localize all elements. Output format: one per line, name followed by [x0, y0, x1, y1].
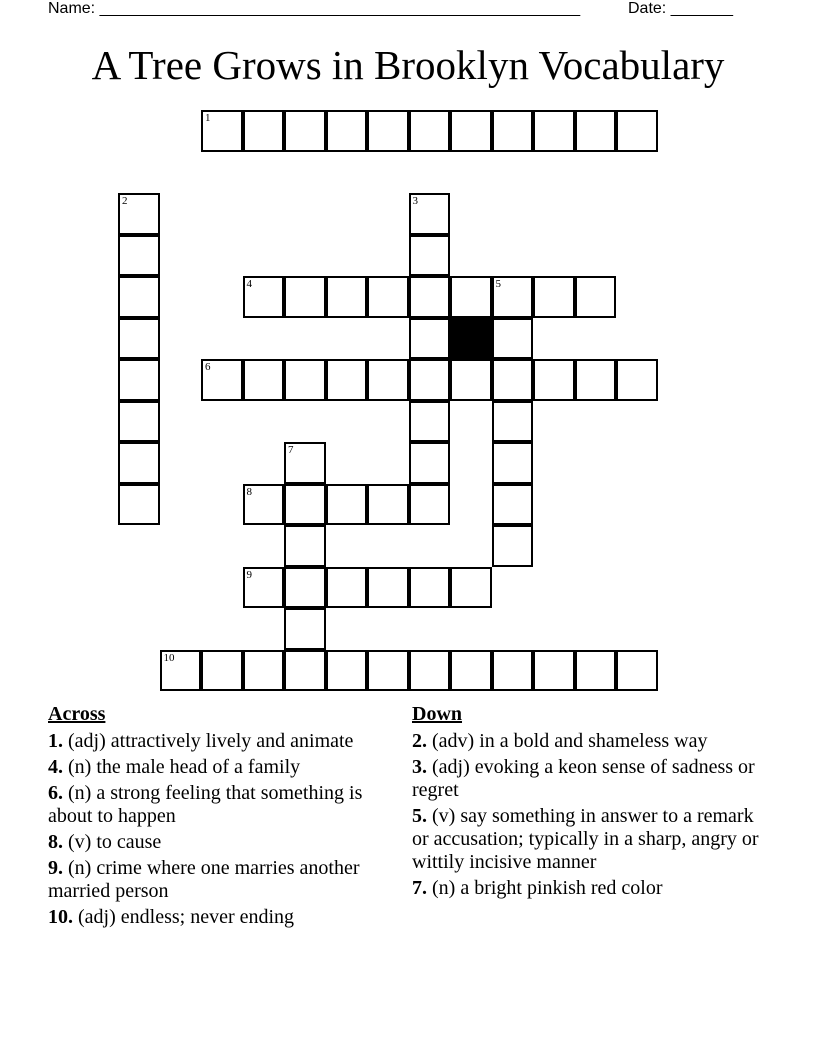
- clue-number: 1.: [48, 730, 63, 752]
- grid-cell[interactable]: [367, 359, 409, 401]
- grid-cell[interactable]: [450, 650, 492, 692]
- grid-cell[interactable]: [450, 567, 492, 609]
- grid-cell[interactable]: [575, 276, 617, 318]
- grid-cell[interactable]: [243, 276, 285, 318]
- clue-text: (n) crime where one marries another married person: [48, 857, 360, 902]
- clue-number-label: 2: [122, 195, 128, 207]
- clue-number: 6.: [48, 782, 63, 804]
- clue-number: 10.: [48, 906, 73, 928]
- grid-cell[interactable]: [616, 110, 658, 152]
- grid-cell[interactable]: [284, 608, 326, 650]
- grid-cell[interactable]: [201, 359, 243, 401]
- grid-cell[interactable]: [326, 484, 368, 526]
- grid-cell[interactable]: [533, 276, 575, 318]
- grid-cell[interactable]: [367, 484, 409, 526]
- grid-cell[interactable]: [533, 650, 575, 692]
- grid-cell[interactable]: [284, 525, 326, 567]
- grid-cell[interactable]: [492, 359, 534, 401]
- grid-cell[interactable]: [575, 110, 617, 152]
- grid-cell[interactable]: [575, 359, 617, 401]
- clue-number-label: 1: [205, 112, 211, 124]
- grid-cell[interactable]: [160, 650, 202, 692]
- grid-cell[interactable]: [201, 650, 243, 692]
- grid-cell[interactable]: [118, 318, 160, 360]
- grid-cell[interactable]: [243, 567, 285, 609]
- clue-number-label: 4: [246, 278, 252, 290]
- grid-cell[interactable]: [492, 401, 534, 443]
- clue-down-2: [412, 730, 772, 753]
- clue-number-label: 9: [246, 568, 252, 581]
- grid-cell[interactable]: [409, 650, 451, 692]
- down-clues: [412, 702, 772, 903]
- clue-number: 5.: [412, 805, 427, 827]
- clue-down-7: [412, 877, 772, 900]
- across-clues: [48, 702, 388, 932]
- black-cell: [450, 318, 492, 360]
- grid-cell[interactable]: [492, 442, 534, 484]
- grid-cell[interactable]: [284, 110, 326, 152]
- grid-cell[interactable]: [492, 318, 534, 360]
- clue-number-label: 8: [246, 485, 252, 498]
- grid-cell[interactable]: [409, 359, 451, 401]
- grid-cell[interactable]: [492, 276, 534, 318]
- down-heading: Down: [412, 703, 463, 725]
- grid-cell[interactable]: [367, 567, 409, 609]
- clue-number: 3.: [412, 756, 427, 778]
- clue-text: (adj) endless; never ending: [78, 906, 295, 928]
- grid-cell[interactable]: [243, 484, 285, 526]
- grid-cell[interactable]: [367, 276, 409, 318]
- across-heading: Across: [48, 703, 106, 725]
- clue-number: 8.: [48, 831, 63, 853]
- date-field-label: Date: _______: [628, 0, 733, 17]
- grid-cell[interactable]: [409, 110, 451, 152]
- clue-text: (n) a strong feeling that something is about to happen: [48, 782, 363, 827]
- grid-cell[interactable]: [284, 359, 326, 401]
- grid-cell[interactable]: [118, 276, 160, 318]
- clue-number-label: 6: [205, 361, 211, 373]
- grid-cell[interactable]: [284, 567, 326, 609]
- grid-cell[interactable]: [118, 484, 160, 526]
- grid-cell[interactable]: [450, 276, 492, 318]
- grid-cell[interactable]: [284, 650, 326, 692]
- grid-cell[interactable]: [326, 359, 368, 401]
- grid-cell[interactable]: [284, 484, 326, 526]
- clue-across-10: [48, 906, 388, 929]
- grid-cell[interactable]: [243, 359, 285, 401]
- clue-number: 7.: [412, 877, 427, 899]
- grid-cell[interactable]: [326, 567, 368, 609]
- grid-cell[interactable]: [450, 359, 492, 401]
- clue-text: (v) to cause: [68, 831, 162, 853]
- clue-text: (adj) evoking a keon sense of sadness or regret: [412, 756, 755, 801]
- grid-cell[interactable]: [284, 442, 326, 484]
- grid-cell[interactable]: [409, 193, 451, 235]
- grid-cell[interactable]: [326, 650, 368, 692]
- clue-down-5: [412, 805, 772, 874]
- grid-cell[interactable]: [118, 401, 160, 443]
- clue-number-label: 5: [495, 278, 501, 290]
- clue-across-6: [48, 782, 388, 828]
- grid-cell[interactable]: [409, 484, 451, 526]
- page-title: A Tree Grows in Brooklyn Vocabulary: [91, 42, 725, 88]
- name-field-label: Name: ______________________________________________________: [48, 0, 581, 17]
- clue-text: (v) say something in answer to a remark or accusation; typically in a sharp, angry or wittily incisive manner: [412, 805, 759, 873]
- grid-cell[interactable]: [326, 276, 368, 318]
- clue-text: (adv) in a bold and shameless way: [432, 730, 708, 752]
- grid-cell[interactable]: [367, 650, 409, 692]
- grid-cell[interactable]: [243, 110, 285, 152]
- grid-cell[interactable]: [450, 110, 492, 152]
- clue-across-9: [48, 857, 388, 903]
- grid-cell[interactable]: [409, 401, 451, 443]
- grid-cell[interactable]: [616, 359, 658, 401]
- grid-cell[interactable]: [118, 442, 160, 484]
- grid-cell[interactable]: [409, 567, 451, 609]
- grid-cell[interactable]: [409, 235, 451, 277]
- grid-cell[interactable]: [118, 193, 160, 235]
- clue-number: 4.: [48, 756, 63, 778]
- grid-cell[interactable]: [533, 359, 575, 401]
- clue-number-label: 3: [412, 195, 418, 207]
- clue-text: (n) the male head of a family: [68, 756, 301, 778]
- grid-cell[interactable]: [492, 650, 534, 692]
- grid-cell[interactable]: [533, 110, 575, 152]
- grid-cell[interactable]: [118, 359, 160, 401]
- clue-text: (n) a bright pinkish red color: [432, 877, 663, 899]
- grid-cell[interactable]: [575, 650, 617, 692]
- grid-cell[interactable]: [118, 235, 160, 277]
- grid-cell[interactable]: [492, 110, 534, 152]
- grid-cell[interactable]: [409, 318, 451, 360]
- grid-cell[interactable]: [326, 110, 368, 152]
- clue-text: (adj) attractively lively and animate: [68, 730, 354, 752]
- grid-cell[interactable]: [492, 525, 534, 567]
- clue-number-label: 10: [163, 651, 175, 664]
- grid-cell[interactable]: [492, 484, 534, 526]
- grid-cell[interactable]: [409, 442, 451, 484]
- grid-cell[interactable]: [616, 650, 658, 692]
- clue-across-1: [48, 730, 388, 753]
- grid-cell[interactable]: [243, 650, 285, 692]
- clue-down-3: [412, 756, 772, 802]
- clue-number: 9.: [48, 857, 63, 879]
- clue-number: 2.: [412, 730, 427, 752]
- grid-cell[interactable]: [201, 110, 243, 152]
- grid-cell[interactable]: [367, 110, 409, 152]
- clue-number-label: 7: [288, 444, 294, 456]
- grid-cell[interactable]: [284, 276, 326, 318]
- grid-cell[interactable]: [409, 276, 451, 318]
- clue-across-8: [48, 831, 388, 854]
- clue-across-4: [48, 756, 388, 779]
